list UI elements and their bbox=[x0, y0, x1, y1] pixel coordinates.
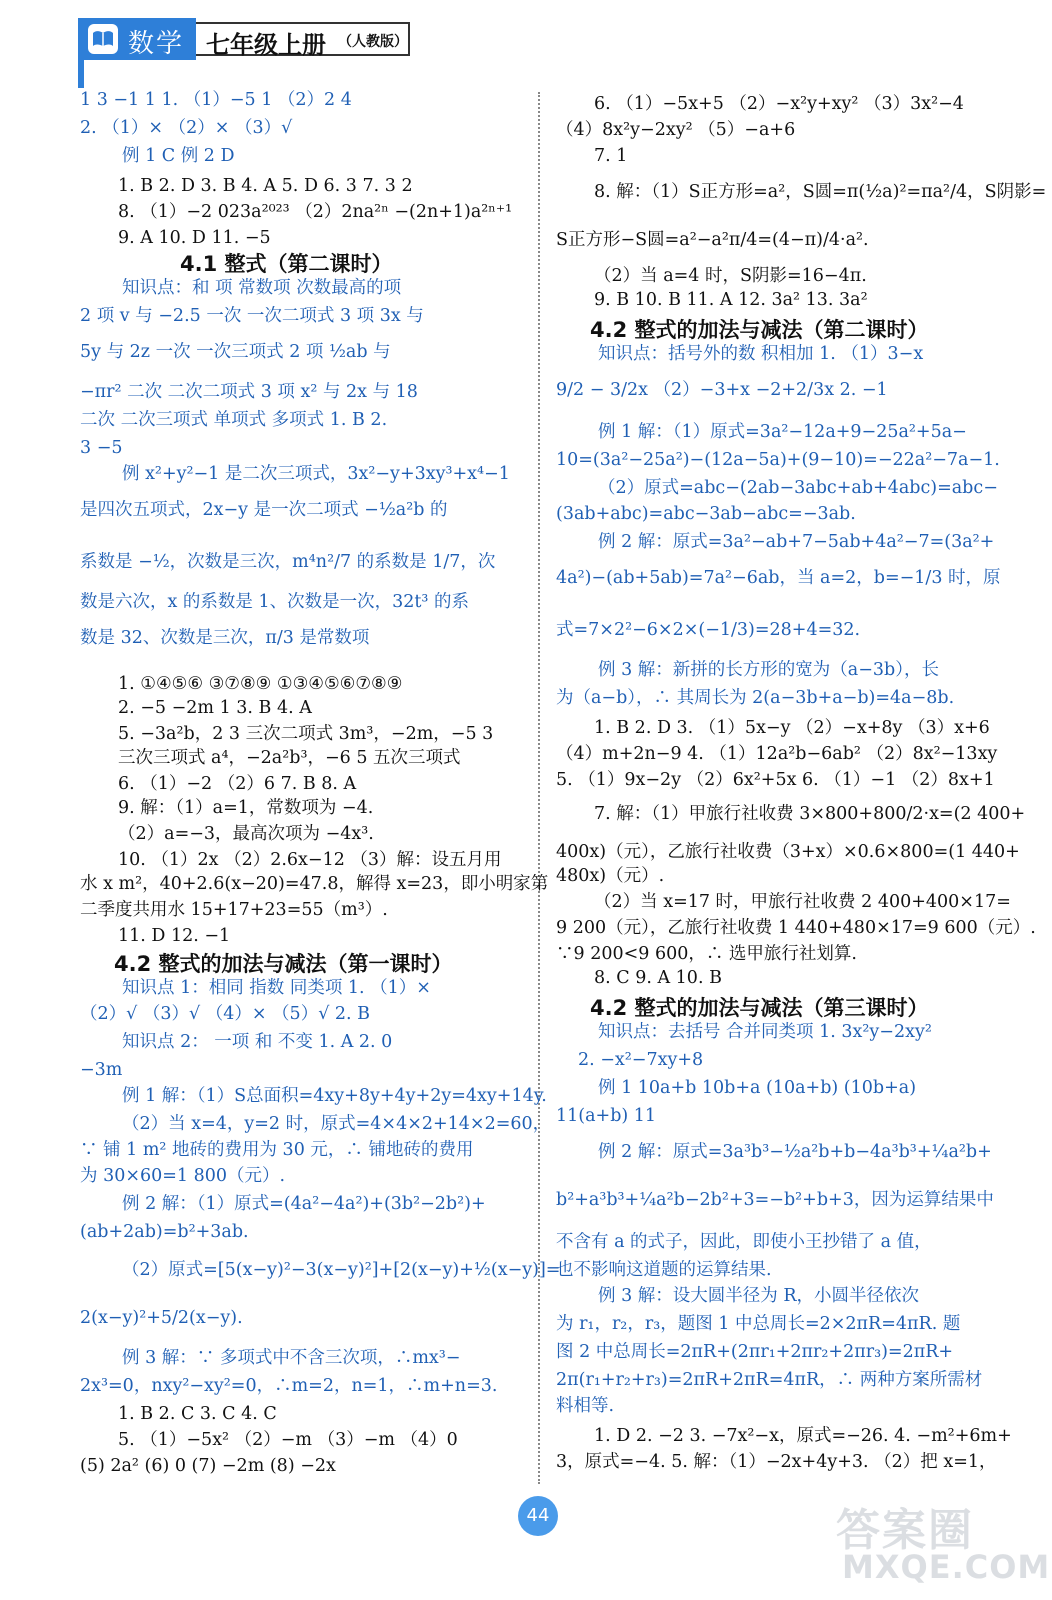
answer-line: 9. B 10. B 11. A 12. 3a² 13. 3a² bbox=[594, 290, 868, 310]
answer-line: (5) 2a² (6) 0 (7) −2m (8) −2x bbox=[80, 1456, 336, 1476]
answer-line: b²+a³b³+¼a²b−2b²+3=−b²+b+3，因为运算结果中 bbox=[556, 1190, 994, 1210]
page-number: 44 bbox=[518, 1496, 558, 1536]
answer-line: 知识点 1：相同 指数 同类项 1. （1）× bbox=[122, 978, 431, 998]
answer-line: 5. （1）9x−2y （2）6x²+5x 6. （1）−1 （2）8x+1 bbox=[556, 770, 995, 790]
answer-line: 例 3 解：设大圆半径为 R，小圆半径依次 bbox=[598, 1286, 919, 1306]
answer-line: 3 −5 bbox=[80, 438, 123, 458]
answer-line: 不含有 a 的式子，因此，即使小王抄错了 a 值， bbox=[556, 1232, 932, 1252]
answer-line: 例 x²+y²−1 是二次三项式，3x²−y+3xy³+x⁴−1 bbox=[122, 464, 510, 484]
answer-line: 7. 解：（1）甲旅行社收费 3×800+800/2·x=(2 400+ bbox=[594, 804, 1026, 824]
answer-line: 8. 解：（1）S正方形=a²，S圆=π(½a)²=πa²/4，S阴影= bbox=[594, 182, 1047, 202]
answer-line: 10=(3a²−25a²)−(12a−5a)+(9−10)=−22a²−7a−1. bbox=[556, 450, 1000, 470]
answer-line: 也不影响这道题的运算结果. bbox=[556, 1260, 772, 1280]
answer-line: 1. B 2. C 3. C 4. C bbox=[118, 1404, 277, 1424]
header-grade: 七年级上册 bbox=[206, 31, 326, 59]
answer-line: 6. （1）−5x+5 （2）−x²y+xy² （3）3x²−4 bbox=[594, 94, 964, 114]
answer-line: 例 1 解：（1）原式=3a²−12a+9−25a²+5a− bbox=[598, 422, 967, 442]
answer-line: 例 1 解：（1）S总面积=4xy+8y+4y+2y=4xy+14y. bbox=[122, 1086, 547, 1106]
header-subject: 数学 bbox=[128, 29, 185, 59]
answer-line: 7. 1 bbox=[594, 146, 628, 166]
answer-line: 水 x m²，40+2.6(x−20)=47.8，解得 x=23，即小明家第 bbox=[80, 874, 549, 894]
watermark-text: 答案圈 bbox=[836, 1505, 974, 1556]
answer-line: S正方形−S圆=a²−a²π/4=(4−π)/4·a². bbox=[556, 230, 869, 250]
header-bar bbox=[78, 60, 84, 88]
answer-line: 8. （1）−2 023a²⁰²³ （2）2na²ⁿ −(2n+1)a²ⁿ⁺¹ bbox=[118, 202, 513, 222]
answer-line: 三次三项式 a⁴，−2a²b³，−6 5 五次三项式 bbox=[118, 748, 461, 768]
section-heading: 4.1 整式（第二课时） bbox=[180, 252, 393, 276]
answer-line: ∵9 200<9 600，∴ 选甲旅行社划算. bbox=[556, 944, 857, 964]
answer-line: 例 3 解：∵ 多项式中不含三次项，∴mx³− bbox=[122, 1348, 461, 1368]
answer-line: −3m bbox=[80, 1060, 123, 1080]
watermark-url: MXQE.COM bbox=[842, 1548, 1051, 1586]
answer-line: 2. −x²−7xy+8 bbox=[578, 1050, 704, 1070]
answer-line: 例 2 解：（1）原式=(4a²−4a²)+(3b²−2b²)+ bbox=[122, 1194, 486, 1214]
answer-line: 9. 解：（1）a=1，常数项为 −4. bbox=[118, 798, 374, 818]
answer-line: （2）当 x=4，y=2 时，原式=4×4×2+14×2=60， bbox=[122, 1114, 551, 1134]
answer-line: （2）√ （3）√ （4）× （5）√ 2. B bbox=[80, 1004, 371, 1024]
answer-line: 2π(r₁+r₂+r₃)=2πR+2πR=4πR，∴ 两种方案所需材 bbox=[556, 1370, 983, 1390]
answer-line: −πr² 二次 二次二项式 3 项 x² 与 2x 与 18 bbox=[80, 382, 418, 402]
watermark-logo bbox=[836, 1494, 1051, 1594]
answer-line: （2）当 a=4 时，S阴影=16−4π. bbox=[594, 266, 867, 286]
answer-line: 式=7×2²−6×2×(−1/3)=28+4=32. bbox=[556, 620, 861, 640]
answer-line: ∵ 铺 1 m² 地砖的费用为 30 元，∴ 铺地砖的费用 bbox=[80, 1140, 474, 1160]
answer-line: 料相等. bbox=[556, 1396, 615, 1416]
answer-line: 4a²)−(ab+5ab)=7a²−6ab，当 a=2，b=−1/3 时，原 bbox=[556, 568, 1001, 588]
answer-line: 是四次五项式，2x−y 是一次二项式 −½a²b 的 bbox=[80, 500, 448, 520]
answer-line: 3，原式=−4. 5. 解：（1）−2x+4y+3. （2）把 x=1， bbox=[556, 1452, 997, 1472]
answer-line: 为 30×60=1 800（元）. bbox=[80, 1166, 286, 1186]
answer-line: 例 2 解：原式=3a²−ab+7−5ab+4a²−7=(3a²+ bbox=[598, 532, 995, 552]
answer-line: 10. （1）2x （2）2.6x−12 （3）解：设五月用 bbox=[118, 850, 502, 870]
section-heading: 4.2 整式的加法与减法（第二课时） bbox=[590, 318, 929, 342]
answer-line: 数是 32、次数是三次，π/3 是常数项 bbox=[80, 628, 370, 648]
answer-line: 1. B 2. D 3. （1）5x−y （2）−x+8y （3）x+6 bbox=[594, 718, 990, 738]
answer-line: 例 3 解：新拼的长方形的宽为（a−3b），长 bbox=[598, 660, 939, 680]
answer-line: 知识点：括号外的数 积相加 1. （1）3−x bbox=[598, 344, 924, 364]
answer-line: 5. （1）−5x² （2）−m （3）−m （4）0 bbox=[118, 1430, 458, 1450]
answer-line: 系数是 −½，次数是三次，m⁴n²/7 的系数是 1/7，次 bbox=[80, 552, 496, 572]
answer-line: 1. ①④⑤⑥ ③⑦⑧⑨ ①③④⑤⑥⑦⑧⑨ bbox=[118, 674, 403, 694]
answer-line: 6. （1）−2 （2）6 7. B 8. A bbox=[118, 774, 357, 794]
answer-line: (3ab+abc)=abc−3ab−abc=−3ab. bbox=[556, 504, 856, 524]
answer-line: 8. C 9. A 10. B bbox=[594, 968, 722, 988]
answer-line: 为 r₁，r₂，r₃，题图 1 中总周长=2×2πR=4πR. 题 bbox=[556, 1314, 961, 1334]
answer-line: (ab+2ab)=b²+3ab. bbox=[80, 1222, 249, 1242]
book-icon bbox=[88, 24, 118, 54]
answer-line: （2）当 x=17 时，甲旅行社收费 2 400+400×17= bbox=[594, 892, 1011, 912]
section-heading: 4.2 整式的加法与减法（第一课时） bbox=[114, 952, 453, 976]
answer-line: （2）原式=[5(x−y)²−3(x−y)²]+[2(x−y)+½(x−y)]= bbox=[122, 1260, 561, 1280]
answer-line: 2. −5 −2m 1 3. B 4. A bbox=[118, 698, 312, 718]
answer-line: 二次 二次三项式 单项式 多项式 1. B 2. bbox=[80, 410, 388, 430]
answer-line: （4）m+2n−9 4. （1）12a²b−6ab² （2）8x²−13xy bbox=[556, 744, 998, 764]
answer-line: 11(a+b) 11 bbox=[556, 1106, 657, 1126]
answer-line: 图 2 中总周长=2πR+(2πr₁+2πr₂+2πr₃)=2πR+ bbox=[556, 1342, 954, 1362]
answer-line: 11. D 12. −1 bbox=[118, 926, 231, 946]
answer-line: 例 1 10a+b 10b+a (10a+b) (10b+a) bbox=[598, 1078, 917, 1098]
header-title-box bbox=[196, 22, 410, 59]
answer-line: （2）原式=abc−(2ab−3abc+ab+4abc)=abc− bbox=[598, 478, 998, 498]
answer-line: 2x³=0，nxy²−xy²=0，∴m=2，n=1，∴m+n=3. bbox=[80, 1376, 498, 1396]
answer-line: 例 1 C 例 2 D bbox=[122, 146, 235, 166]
answer-line: 9 200（元），乙旅行社收费 1 440+480×17=9 600（元）. bbox=[556, 918, 1036, 938]
answer-line: 9/2 − 3/2x （2）−3+x −2+2/3x 2. −1 bbox=[556, 380, 888, 400]
answer-line: 知识点：去括号 合并同类项 1. 3x²y−2xy² bbox=[598, 1022, 932, 1042]
answer-line: 480x)（元）. bbox=[556, 866, 665, 886]
answer-line: 二季度共用水 15+17+23=55（m³）. bbox=[80, 900, 388, 920]
answer-line: 为（a−b），∴ 其周长为 2(a−3b+a−b)=4a−8b. bbox=[556, 688, 955, 708]
header bbox=[78, 18, 412, 60]
answer-line: 5. −3a²b，2 3 三次二项式 3m³，−2m，−5 3 bbox=[118, 724, 494, 744]
answer-line: 400x)（元），乙旅行社收费（3+x）×0.6×800=(1 440+ bbox=[556, 842, 1020, 862]
answer-line: 9. A 10. D 11. −5 bbox=[118, 228, 271, 248]
answer-line: 数是六次，x 的系数是 1、次数是一次，32t³ 的系 bbox=[80, 592, 470, 612]
header-edition: （人教版） bbox=[338, 34, 408, 50]
answer-line: 例 2 解：原式=3a³b³−½a²b+b−4a³b³+¼a²b+ bbox=[598, 1142, 992, 1162]
answer-line: 2 项 v 与 −2.5 一次 一次二项式 3 项 3x 与 bbox=[80, 306, 424, 326]
answer-line: 1 3 −1 1 1. （1）−5 1 （2）2 4 bbox=[80, 90, 352, 110]
section-heading: 4.2 整式的加法与减法（第三课时） bbox=[590, 996, 929, 1020]
answer-line: （2）a=−3，最高次项为 −4x³. bbox=[118, 824, 374, 844]
answer-line: 1. B 2. D 3. B 4. A 5. D 6. 3 7. 3 2 bbox=[118, 176, 413, 196]
answer-line: 知识点 2： 一项 和 不变 1. A 2. 0 bbox=[122, 1032, 393, 1052]
answer-line: （4）8x²y−2xy² （5）−a+6 bbox=[556, 120, 796, 140]
answer-line: 知识点：和 项 常数项 次数最高的项 bbox=[122, 278, 402, 298]
answer-line: 2. （1）× （2）× （3）√ bbox=[80, 118, 293, 138]
answer-line: 1. D 2. −2 3. −7x²−x，原式=−26. 4. −m²+6m+ bbox=[594, 1426, 1012, 1446]
answer-line: 5y 与 2z 一次 一次三项式 2 项 ½ab 与 bbox=[80, 342, 391, 362]
answer-line: 2(x−y)²+5/2(x−y). bbox=[80, 1308, 243, 1328]
